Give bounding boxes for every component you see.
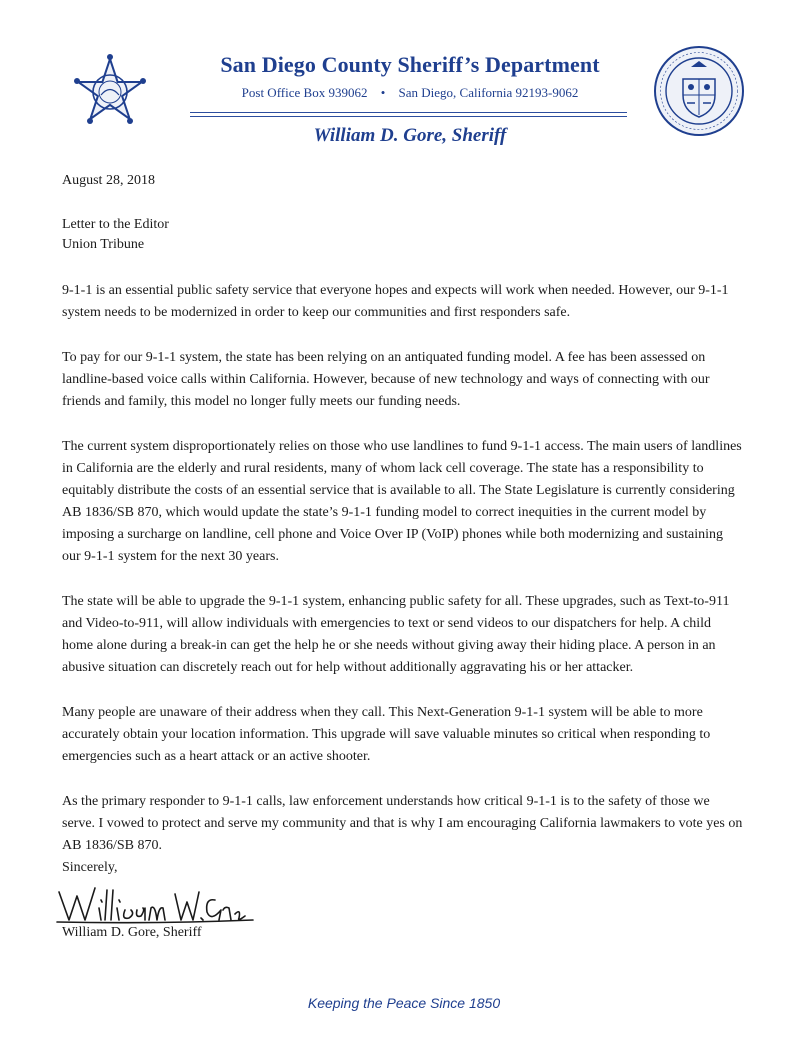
address-po-box: Post Office Box 939062: [241, 85, 368, 100]
recipient-line: Letter to the Editor: [62, 217, 169, 232]
letter-paragraph: To pay for our 9-1-1 system, the state has been relying on an antiquated funding model. A fee has been assessed on landline-based voice calls within California. However, because of new technology and ways of connecting with our friends and family, this model no longer fully meets our funding needs.: [62, 350, 710, 409]
footer-motto: Keeping the Peace Since 1850: [307, 995, 501, 1011]
sheriff-star-badge-icon: [70, 40, 150, 150]
county-seal-icon: [653, 45, 745, 137]
letterhead-divider-bottom: [190, 116, 627, 117]
letter-paragraph: As the primary responder to 9-1-1 calls, law enforcement understands how critical 9-1-1 is to the safety of those we serve. I vowed to protect and serve my community and that is why I am encouraging California lawmakers to vote yes on AB 1836/SB 870.: [62, 794, 743, 853]
letter-date: August 28, 2018: [62, 173, 155, 188]
letter-paragraph: Many people are unaware of their address when they call. This Next-Generation 9-1-1 system will be able to more accurately obtain your location information. This upgrade will save valuable minutes so critical when responding to emergencies such as a heart attack or an active shooter.: [62, 705, 711, 764]
recipient-line: Union Tribune: [62, 237, 145, 252]
letter-paragraph: The state will be able to upgrade the 9-1-1 system, enhancing public safety for all. These upgrades, such as Text-to-911 and Video-to-911, will allow individuals with emergencies to text or send videos to our dispatchers for help. A child home alone during a break-in can get the help he or she needs without giving away their hiding place. A person in an abusive situation can discretely reach out for help without additionally aggravating his or her attacker.: [62, 594, 730, 675]
address-city: San Diego, California 92193-9062: [398, 85, 579, 100]
sheriff-name-title: William D. Gore, Sheriff: [313, 125, 507, 146]
letter-closing: Sincerely,: [62, 860, 118, 875]
recipient-block: [62, 215, 169, 255]
letterhead-address: [170, 85, 650, 101]
handwritten-signature: [55, 880, 255, 928]
signer-name-title: William D. Gore, Sheriff: [62, 925, 202, 940]
address-separator: •: [380, 85, 386, 100]
letter-body: [62, 280, 744, 880]
letter-paragraph: The current system disproportionately relies on those who use landlines to fund 9-1-1 access. The main users of landlines in California are the elderly and rural residents, many of whom lack cell coverage. The state has a responsibility to equitably distribute the costs of an essential service that is available to all. The State Legislature is currently considering AB 1836/SB 870, which would update the state’s 9-1-1 funding model to correct inequities in the current model by imposing a surcharge on landline, cell phone and Voice Over IP (VoIP) phones while both modernizing and sustaining our 9-1-1 system for the next 30 years.: [62, 439, 742, 564]
letterhead-divider-top: [190, 112, 627, 113]
org-name: San Diego County Sheriff’s Department: [220, 52, 600, 77]
letter-paragraph: 9-1-1 is an essential public safety service that everyone hopes and expects will work when needed. However, our 9-1-1 system needs to be modernized in order to keep our communities and first responders safe.: [62, 283, 729, 320]
